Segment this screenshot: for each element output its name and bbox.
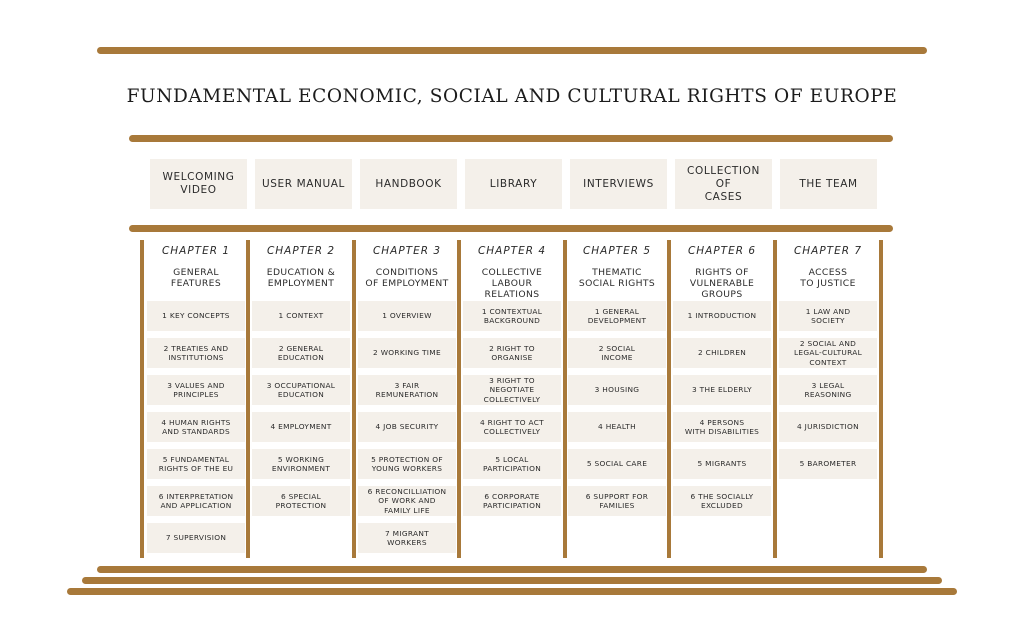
chapter-subtitle: RIGHTS OF VULNERABLE GROUPS bbox=[689, 267, 755, 300]
chapter-title: CHAPTER 6 bbox=[687, 245, 757, 257]
chapter-title: CHAPTER 1 bbox=[161, 245, 231, 257]
nav-handbook[interactable]: HANDBOOK bbox=[360, 159, 457, 209]
nav-user-manual[interactable]: USER MANUAL bbox=[255, 159, 352, 209]
chapter-2-item-3[interactable]: 3 OCCUPATIONAL EDUCATION bbox=[252, 375, 350, 405]
chapter-6-item-5[interactable]: 5 MIGRANTS bbox=[673, 449, 771, 479]
chapter-6-item-4[interactable]: 4 PERSONS WITH DISABILITIES bbox=[673, 412, 771, 442]
chapter-1-item-1[interactable]: 1 KEY CONCEPTS bbox=[147, 301, 245, 331]
entablature-bar bbox=[129, 225, 893, 232]
chapter-subtitle: COLLECTIVE LABOUR RELATIONS bbox=[481, 267, 543, 300]
nav-library[interactable]: LIBRARY bbox=[465, 159, 562, 209]
chapter-4-item-3[interactable]: 3 RIGHT TO NEGOTIATE COLLECTIVELY bbox=[463, 375, 561, 405]
column-line bbox=[563, 240, 567, 558]
chapter-subtitle: ACCESS TO JUSTICE bbox=[800, 267, 856, 289]
chapter-5-item-3[interactable]: 3 HOUSING bbox=[568, 375, 666, 405]
column-line bbox=[457, 240, 461, 558]
chapter-1-item-4[interactable]: 4 HUMAN RIGHTS AND STANDARDS bbox=[147, 412, 245, 442]
chapter-4-item-6[interactable]: 6 CORPORATE PARTICIPATION bbox=[463, 486, 561, 516]
nav-the-team[interactable]: THE TEAM bbox=[780, 159, 877, 209]
column-line bbox=[879, 240, 883, 558]
roof-bar-top bbox=[97, 47, 927, 54]
chapter-1-item-3[interactable]: 3 VALUES AND PRINCIPLES bbox=[147, 375, 245, 405]
chapter-1-item-7[interactable]: 7 SUPERVISION bbox=[147, 523, 245, 553]
chapter-4-header[interactable] bbox=[463, 240, 561, 301]
base-step-2 bbox=[82, 577, 942, 584]
chapter-3-item-1[interactable]: 1 OVERVIEW bbox=[358, 301, 456, 331]
chapter-7-item-5[interactable]: 5 BAROMETER bbox=[779, 449, 877, 479]
chapter-2-item-1[interactable]: 1 CONTEXT bbox=[252, 301, 350, 331]
chapter-2-header[interactable] bbox=[252, 240, 350, 301]
column-line bbox=[246, 240, 250, 558]
page-title: FUNDAMENTAL ECONOMIC, SOCIAL AND CULTURAL RIGHTS OF EUROPE bbox=[126, 86, 898, 107]
chapter-subtitle: THEMATIC SOCIAL RIGHTS bbox=[578, 267, 656, 289]
chapter-7-item-3[interactable]: 3 LEGAL REASONING bbox=[779, 375, 877, 405]
chapter-5-item-2[interactable]: 2 SOCIAL INCOME bbox=[568, 338, 666, 368]
chapter-5-item-4[interactable]: 4 HEALTH bbox=[568, 412, 666, 442]
chapter-3-item-6[interactable]: 6 RECONCILLIATION OF WORK AND FAMILY LIFE bbox=[358, 486, 456, 516]
chapter-6-item-1[interactable]: 1 INTRODUCTION bbox=[673, 301, 771, 331]
chapter-5-header[interactable] bbox=[568, 240, 666, 301]
chapter-3-item-4[interactable]: 4 JOB SECURITY bbox=[358, 412, 456, 442]
chapter-1-item-2[interactable]: 2 TREATIES AND INSTITUTIONS bbox=[147, 338, 245, 368]
chapter-6-header[interactable] bbox=[673, 240, 771, 301]
chapter-4-item-2[interactable]: 2 RIGHT TO ORGANISE bbox=[463, 338, 561, 368]
nav-welcoming-video[interactable]: WELCOMING VIDEO bbox=[150, 159, 247, 209]
column-line bbox=[140, 240, 144, 558]
chapter-6-item-6[interactable]: 6 THE SOCIALLY EXCLUDED bbox=[673, 486, 771, 516]
chapter-4-item-5[interactable]: 5 LOCAL PARTICIPATION bbox=[463, 449, 561, 479]
nav-interviews[interactable]: INTERVIEWS bbox=[570, 159, 667, 209]
chapter-4-item-1[interactable]: 1 CONTEXTUAL BACKGROUND bbox=[463, 301, 561, 331]
chapter-7-item-4[interactable]: 4 JURISDICTION bbox=[779, 412, 877, 442]
chapter-3-header[interactable] bbox=[358, 240, 456, 301]
base-step-1 bbox=[97, 566, 927, 573]
column-line bbox=[773, 240, 777, 558]
chapter-2-item-6[interactable]: 6 SPECIAL PROTECTION bbox=[252, 486, 350, 516]
chapter-title: CHAPTER 7 bbox=[793, 245, 863, 257]
chapter-title: CHAPTER 3 bbox=[372, 245, 442, 257]
chapter-1-item-6[interactable]: 6 INTERPRETATION AND APPLICATION bbox=[147, 486, 245, 516]
roof-bar-lower bbox=[129, 135, 893, 142]
chapter-title: CHAPTER 5 bbox=[582, 245, 652, 257]
chapter-3-item-3[interactable]: 3 FAIR REMUNERATION bbox=[358, 375, 456, 405]
chapter-3-item-7[interactable]: 7 MIGRANT WORKERS bbox=[358, 523, 456, 553]
chapter-subtitle: EDUCATION & EMPLOYMENT bbox=[266, 267, 336, 289]
chapter-3-item-2[interactable]: 2 WORKING TIME bbox=[358, 338, 456, 368]
chapter-6-item-2[interactable]: 2 CHILDREN bbox=[673, 338, 771, 368]
nav-collection-of-cases[interactable]: COLLECTION OF CASES bbox=[675, 159, 772, 209]
chapter-2-item-2[interactable]: 2 GENERAL EDUCATION bbox=[252, 338, 350, 368]
chapter-7-header[interactable] bbox=[779, 240, 877, 301]
chapter-7-item-2[interactable]: 2 SOCIAL AND LEGAL-CULTURAL CONTEXT bbox=[779, 338, 877, 368]
chapter-2-item-4[interactable]: 4 EMPLOYMENT bbox=[252, 412, 350, 442]
column-line bbox=[352, 240, 356, 558]
chapter-6-item-3[interactable]: 3 THE ELDERLY bbox=[673, 375, 771, 405]
chapter-1-header[interactable] bbox=[147, 240, 245, 301]
chapter-subtitle: GENERAL FEATURES bbox=[170, 267, 222, 289]
chapter-4-item-4[interactable]: 4 RIGHT TO ACT COLLECTIVELY bbox=[463, 412, 561, 442]
chapter-title: CHAPTER 4 bbox=[477, 245, 547, 257]
chapter-title: CHAPTER 2 bbox=[266, 245, 336, 257]
chapter-subtitle: CONDITIONS OF EMPLOYMENT bbox=[365, 267, 449, 289]
base-step-3 bbox=[67, 588, 957, 595]
column-line bbox=[667, 240, 671, 558]
chapter-2-item-5[interactable]: 5 WORKING ENVIRONMENT bbox=[252, 449, 350, 479]
chapter-5-item-6[interactable]: 6 SUPPORT FOR FAMILIES bbox=[568, 486, 666, 516]
chapter-3-item-5[interactable]: 5 PROTECTION OF YOUNG WORKERS bbox=[358, 449, 456, 479]
chapter-5-item-1[interactable]: 1 GENERAL DEVELOPMENT bbox=[568, 301, 666, 331]
chapter-1-item-5[interactable]: 5 FUNDAMENTAL RIGHTS OF THE EU bbox=[147, 449, 245, 479]
chapter-7-item-1[interactable]: 1 LAW AND SOCIETY bbox=[779, 301, 877, 331]
chapter-5-item-5[interactable]: 5 SOCIAL CARE bbox=[568, 449, 666, 479]
